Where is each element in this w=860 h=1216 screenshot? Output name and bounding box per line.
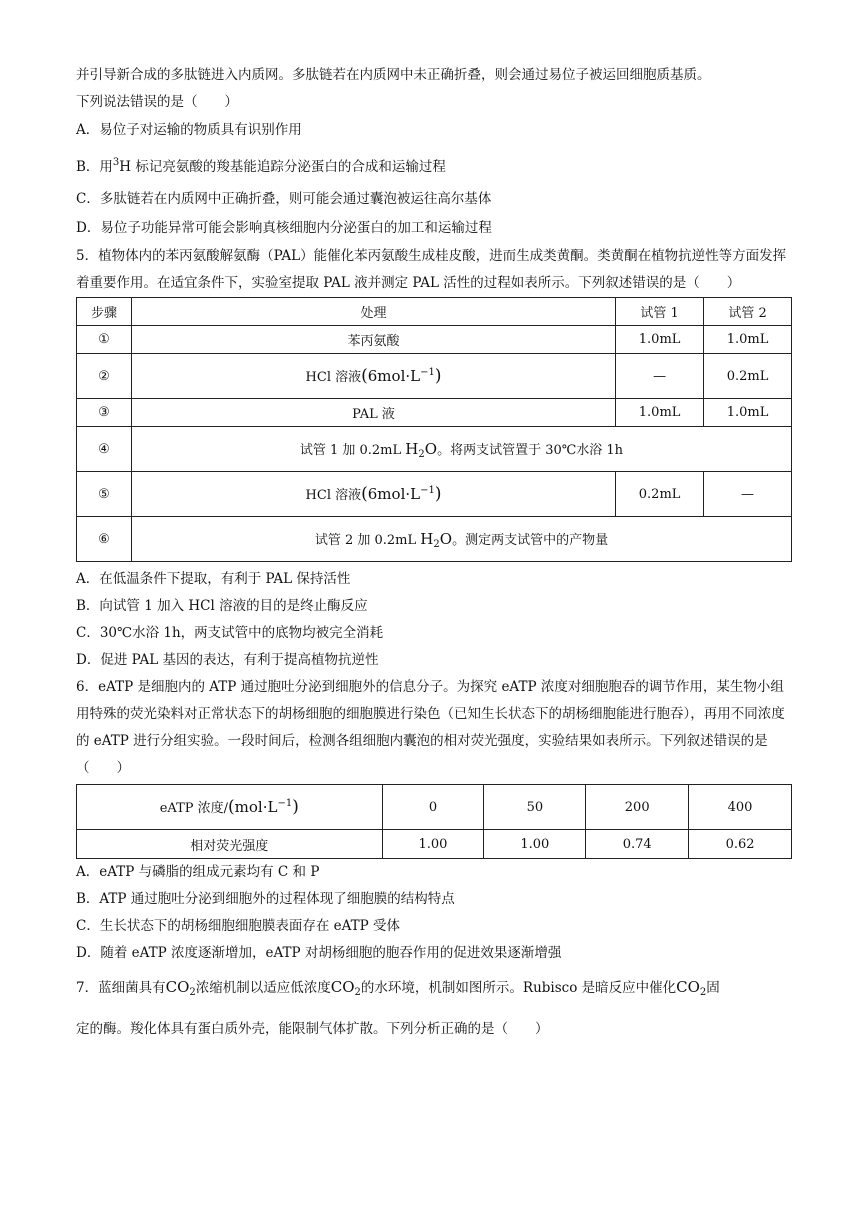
treatment-cell: 苯丙氨酸: [131, 326, 615, 354]
tube1-cell: 1.0mL: [616, 326, 704, 354]
treatment-cell: 试管 2 加 0.2mL $H_2O$。测定两支试管中的产物量: [131, 517, 791, 562]
tube2-cell: 1.0mL: [704, 326, 792, 354]
treatment-cell: PAL 液: [131, 399, 615, 427]
q6-option-c: C．生长状态下的胡杨细胞细胞膜表面存在 eATP 受体: [76, 918, 400, 934]
q4-option-d: D．易位子功能异常可能会影响真核细胞内分泌蛋白的加工和运输过程: [76, 220, 492, 236]
q7-stem-line-2: 定的酶。羧化体具有蛋白质外壳，能限制气体扩散。下列分析正确的是（ ）: [76, 1021, 549, 1037]
step-cell: ②: [77, 354, 132, 399]
step-cell: ①: [77, 326, 132, 354]
concentration-cell: 0: [382, 785, 484, 830]
q5-stem: 5．植物体内的苯丙氨酸解氨酶（PAL）能催化苯丙氨酸生成桂皮酸，进而生成类黄酮。类黄酮在植物抗逆性等方面发挥着重要作用。在适宜条件下，实验室提取 PAL 液并测定 PAL 活性的过程如表所示。下列叙述错误的是（ ）: [76, 248, 787, 291]
q5-header-tube2: 试管 2: [704, 298, 792, 326]
q6-stem: 6．eATP 是细胞内的 ATP 通过胞吐分泌到细胞外的信息分子。为探究 eATP 浓度对细胞胞吞的调节作用，某生物小组用特殊的荧光染料对正常状态下的胡杨细胞的细胞膜进行染色（已知生长状态下的胡杨细胞能进行胞吞），再用不同浓度的 eATP 进行分组实验。一段时间后，检测各组细胞内囊泡的相对荧光强度，实验结果如表所示。下列叙述错误的是（ ）: [76, 679, 785, 776]
treatment-cell: HCl 溶液$(6mol\cdot L^{-1})$: [131, 472, 615, 517]
q5-header-step: 步骤: [77, 298, 132, 326]
concentration-cell: 400: [689, 785, 792, 830]
table-row: [77, 399, 792, 427]
q5-header-treatment: 处理: [131, 298, 615, 326]
intensity-label: 相对荧光强度: [77, 830, 383, 859]
q4-stem-line-1: 并引导新合成的多肽链进入内质网。多肽链若在内质网中未正确折叠，则会通过易位子被运回细胞质基质。: [76, 67, 711, 83]
intensity-cell: 0.62: [689, 830, 792, 859]
page: [76, 62, 792, 1045]
tube2-cell: 1.0mL: [704, 399, 792, 427]
intensity-cell: 1.00: [484, 830, 586, 859]
step-cell: ④: [77, 427, 132, 472]
table-row: [77, 354, 792, 399]
q6-option-d: D．随着 eATP 浓度逐渐增加，eATP 对胡杨细胞的胞吞作用的促进效果逐渐增强: [76, 945, 562, 961]
step-cell: ⑤: [77, 472, 132, 517]
step-cell: ⑥: [77, 517, 132, 562]
table-row: [77, 830, 792, 859]
q6-table: [76, 784, 792, 859]
table-row: [77, 472, 792, 517]
tube1-cell: 1.0mL: [616, 399, 704, 427]
q4-stem-line-2: 下列说法错误的是（ ）: [76, 94, 238, 110]
q5-table: [76, 297, 792, 562]
q6-option-b: B．ATP 通过胞吐分泌到细胞外的过程体现了细胞膜的结构特点: [76, 891, 455, 907]
table-row: [77, 427, 792, 472]
q5-table-header: [77, 298, 792, 326]
q6-option-a: A．eATP 与磷脂的组成元素均有 C 和 P: [76, 864, 320, 880]
q4-option-b: B．用$^3$H 标记亮氨酸的羧基能追踪分泌蛋白的合成和运输过程: [76, 157, 446, 175]
q5-option-a: A．在低温条件下提取，有利于 PAL 保持活性: [76, 571, 351, 587]
treatment-cell: HCl 溶液$(6mol\cdot L^{-1})$: [131, 354, 615, 399]
q4-option-c: C．多肽链若在内质网中正确折叠，则可能会通过囊泡被运往高尔基体: [76, 191, 492, 207]
q5-header-tube1: 试管 1: [616, 298, 704, 326]
q5-option-b: B．向试管 1 加入 HCl 溶液的目的是终止酶反应: [76, 598, 368, 614]
treatment-cell: 试管 1 加 0.2mL $H_2O$。将两支试管置于 30℃水浴 1h: [131, 427, 791, 472]
q5-option-c: C．30℃水浴 1h，两支试管中的底物均被完全消耗: [76, 625, 384, 641]
q7-stem-line-1: 7．蓝细菌具有$CO_2$浓缩机制以适应低浓度$CO_2$的水环境，机制如图所示。Rubisco 是暗反应中催化$CO_2$固: [76, 978, 720, 998]
q4-option-a: A．易位子对运输的物质具有识别作用: [76, 122, 302, 138]
tube2-cell: —: [704, 472, 792, 517]
concentration-label: eATP 浓度$/(mol\cdot L^{-1})$: [77, 785, 383, 830]
tube2-cell: 0.2mL: [704, 354, 792, 399]
table-row: [77, 785, 792, 830]
q5-option-d: D．促进 PAL 基因的表达，有利于提高植物抗逆性: [76, 652, 379, 668]
tube1-cell: —: [616, 354, 704, 399]
tube1-cell: 0.2mL: [616, 472, 704, 517]
intensity-cell: 0.74: [586, 830, 689, 859]
intensity-cell: 1.00: [382, 830, 484, 859]
concentration-cell: 200: [586, 785, 689, 830]
table-row: [77, 326, 792, 354]
step-cell: ③: [77, 399, 132, 427]
table-row: [77, 517, 792, 562]
concentration-cell: 50: [484, 785, 586, 830]
